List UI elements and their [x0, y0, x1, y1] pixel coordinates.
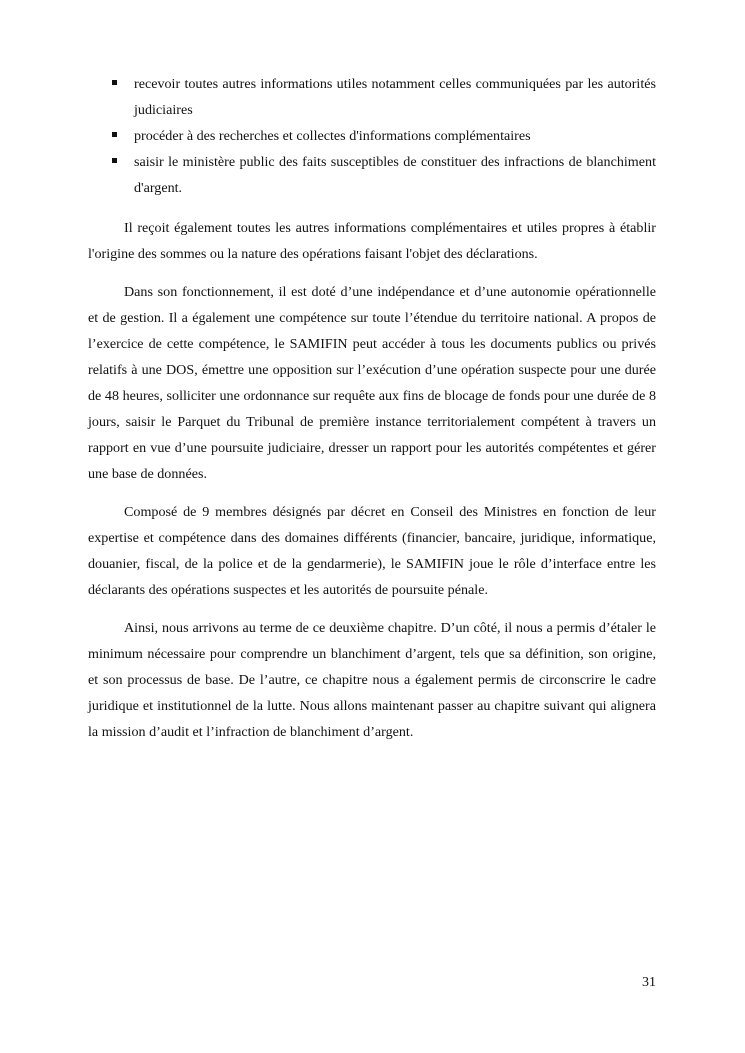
list-item [88, 149, 656, 201]
paragraph-fonctionnement: Dans son fonctionnement, il est doté d’une indépendance et d’une autonomie opérationnelle et de gestion. Il a également une compétence sur toute l’étendue du territoire national. A propos de l’exercice de cette compétence, le SAMIFIN peut accéder à tous les documents publics ou privés relatifs à une DOS, émettre une opposition sur l’exécution d’une opération suspecte pour une durée de 48 heures, solliciter une ordonnance sur requête aux fins de blocage de fonds pour une durée de 8 jours, saisir le Parquet du Tribunal de première instance territorialement compétent à travers un rapport en vue d’une poursuite judiciaire, dresser un rapport pour les autorités compétentes et gérer une base de données. [88, 284, 656, 482]
list-item-text: saisir le ministère public des faits susceptibles de constituer des infractions de blanchiment d'argent. [134, 154, 656, 196]
list-item [88, 123, 656, 149]
square-bullet-icon [112, 132, 117, 137]
square-bullet-icon [112, 80, 117, 85]
list-item [88, 71, 656, 123]
square-bullet-icon [112, 158, 117, 163]
paragraph-conclusion: Ainsi, nous arrivons au terme de ce deuxième chapitre. D’un côté, il nous a permis d’étaler le minimum nécessaire pour comprendre un blanchiment d’argent, tels que sa définition, son origine, et son processus de base. De l’autre, ce chapitre nous a également permis de circonscrire le cadre juridique et institutionnel de la lutte. Nous allons maintenant passer au chapitre suivant qui alignera la mission d’audit et l’infraction de blanchiment d’argent. [88, 620, 656, 740]
page-number: 31 [642, 975, 656, 990]
paragraph-composition: Composé de 9 membres désignés par décret en Conseil des Ministres en fonction de leur expertise et compétence dans des domaines différents (financier, bancaire, juridique, informatique, douanier, fiscal, de la police et de la gendarmerie), le SAMIFIN joue le rôle d’interface entre les déclarants des opérations suspectes et les autorités de poursuite pénale. [88, 504, 656, 598]
list-item-text: recevoir toutes autres informations utiles notamment celles communiquées par les autorités judiciaires [134, 76, 656, 118]
list-item-text: procéder à des recherches et collectes d'informations complémentaires [134, 128, 531, 144]
paragraph-informations: Il reçoit également toutes les autres informations complémentaires et utiles propres à établir l'origine des sommes ou la nature des opérations faisant l'objet des déclarations. [88, 220, 656, 262]
page-body [88, 71, 656, 745]
bullet-list [88, 71, 656, 201]
